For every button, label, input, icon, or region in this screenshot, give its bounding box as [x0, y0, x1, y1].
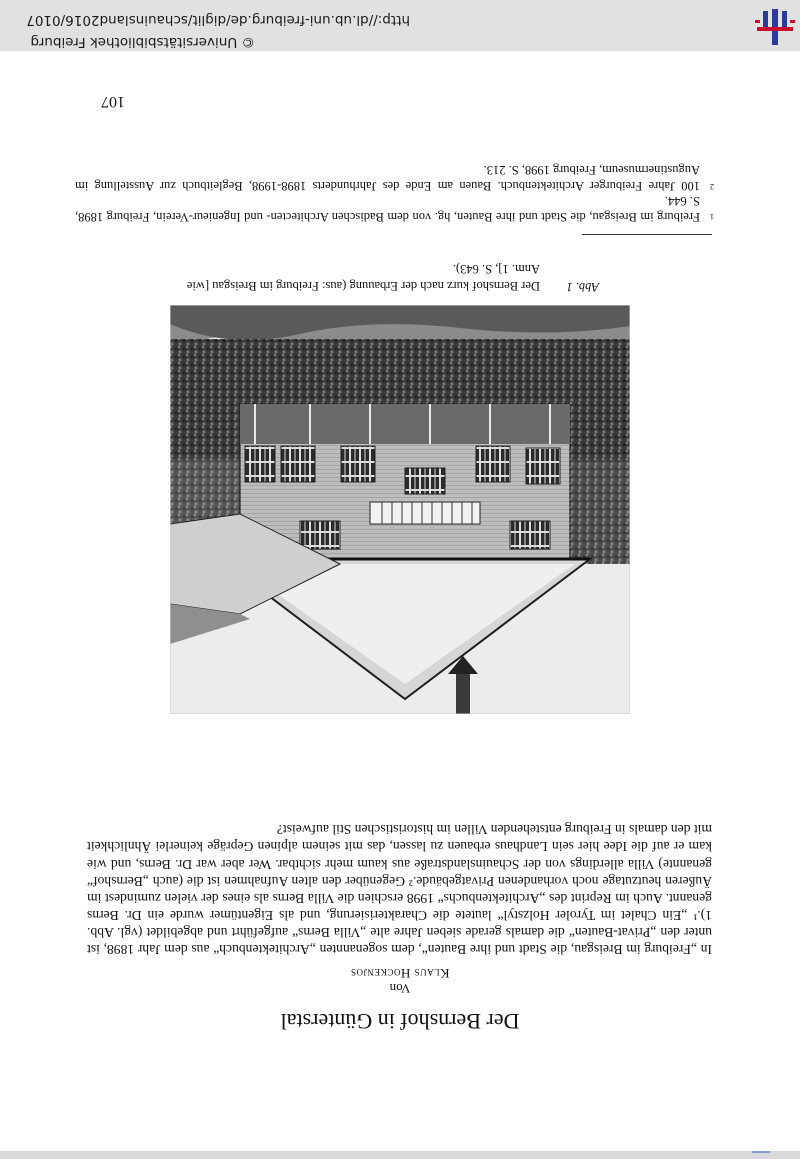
body-paragraph: In „Freiburg im Breisgau, die Stadt und ihre Bauten“, dem sogenannten „Architektenbuch“ aus dem Jahr 1898, ist unter den „Privat-Bauten“ die damals gerade sieben Jahre alte „Villa Berns“ aufgeführt und abgebildet (vgl. Abb. 1).¹ „Ein Chalet im Tyroler Holzstyl“ lautete die Charakterisierung, und als Eigentümer wurde ein Dr. Berns genannt. Auch im Reprint des „Architektenbuchs“ 1998 erschien die Villa Berns als eines der vielen zumindest im Äußeren heutzutage noch vorhandenen Privatgebäude.² Gegenüber den alten Aufnahmen ist die (auch „Bernshof“ genannte) Villa allerdings von der Schauinslandstraße aus kaum mehr sichtbar. Wer aber war Dr. Berns, und wie kam er auf die Idee hier sein Landhaus erbauen zu lassen, das mit seinem alpinen Gepräge keinerlei Ähnlichkeit mit den damals in Freiburg entstehenden Villen im historistischen Stil aufweist?	[87, 822, 712, 957]
footnote-1: Freiburg im Breisgau, die Stadt und ihre Bauten, hg. von dem Badischen Architecten- und Ingenieur-Verein, Freiburg 1898, S. 644.	[75, 194, 700, 224]
scroll-marker	[752, 1151, 770, 1153]
copyright-text: © Universitätsbibliothek Freiburg	[30, 34, 255, 50]
byline-von: Von	[389, 981, 411, 996]
author-name: Klaus Hockenjos	[350, 966, 450, 981]
figure-villa-photo	[170, 305, 630, 714]
historic-villa-photograph-icon	[170, 305, 630, 714]
footnote-2: 100 Jahre Freiburger Architektenbuch. Bauen am Ende des Jahrhunderts 1898-1998, Begleitbuch zur Ausstellung im Augustinermuseum, Freiburg 1998, S. 213.	[75, 163, 700, 193]
viewer-bottom-edge	[0, 1151, 800, 1159]
university-library-logo-icon[interactable]	[753, 7, 797, 47]
figure-label: Abb. 1	[566, 280, 599, 294]
footnote-divider	[582, 234, 712, 235]
article-title: Der Bernshof in Günterstal	[280, 1009, 520, 1034]
source-url-link[interactable]: http://dl.ub.uni-freiburg.de/diglit/schauinsland2016/0107	[26, 12, 410, 28]
page-number: 107	[101, 93, 125, 110]
figure-caption: Der Bernshof kurz nach der Erbauung (aus: Freiburg im Breisgau [wie Anm. 1], S. 643).	[186, 262, 540, 293]
viewer-footer-bar	[0, 0, 800, 51]
footnote-1-number: 1	[710, 212, 714, 221]
footnote-2-number: 2	[710, 182, 714, 191]
